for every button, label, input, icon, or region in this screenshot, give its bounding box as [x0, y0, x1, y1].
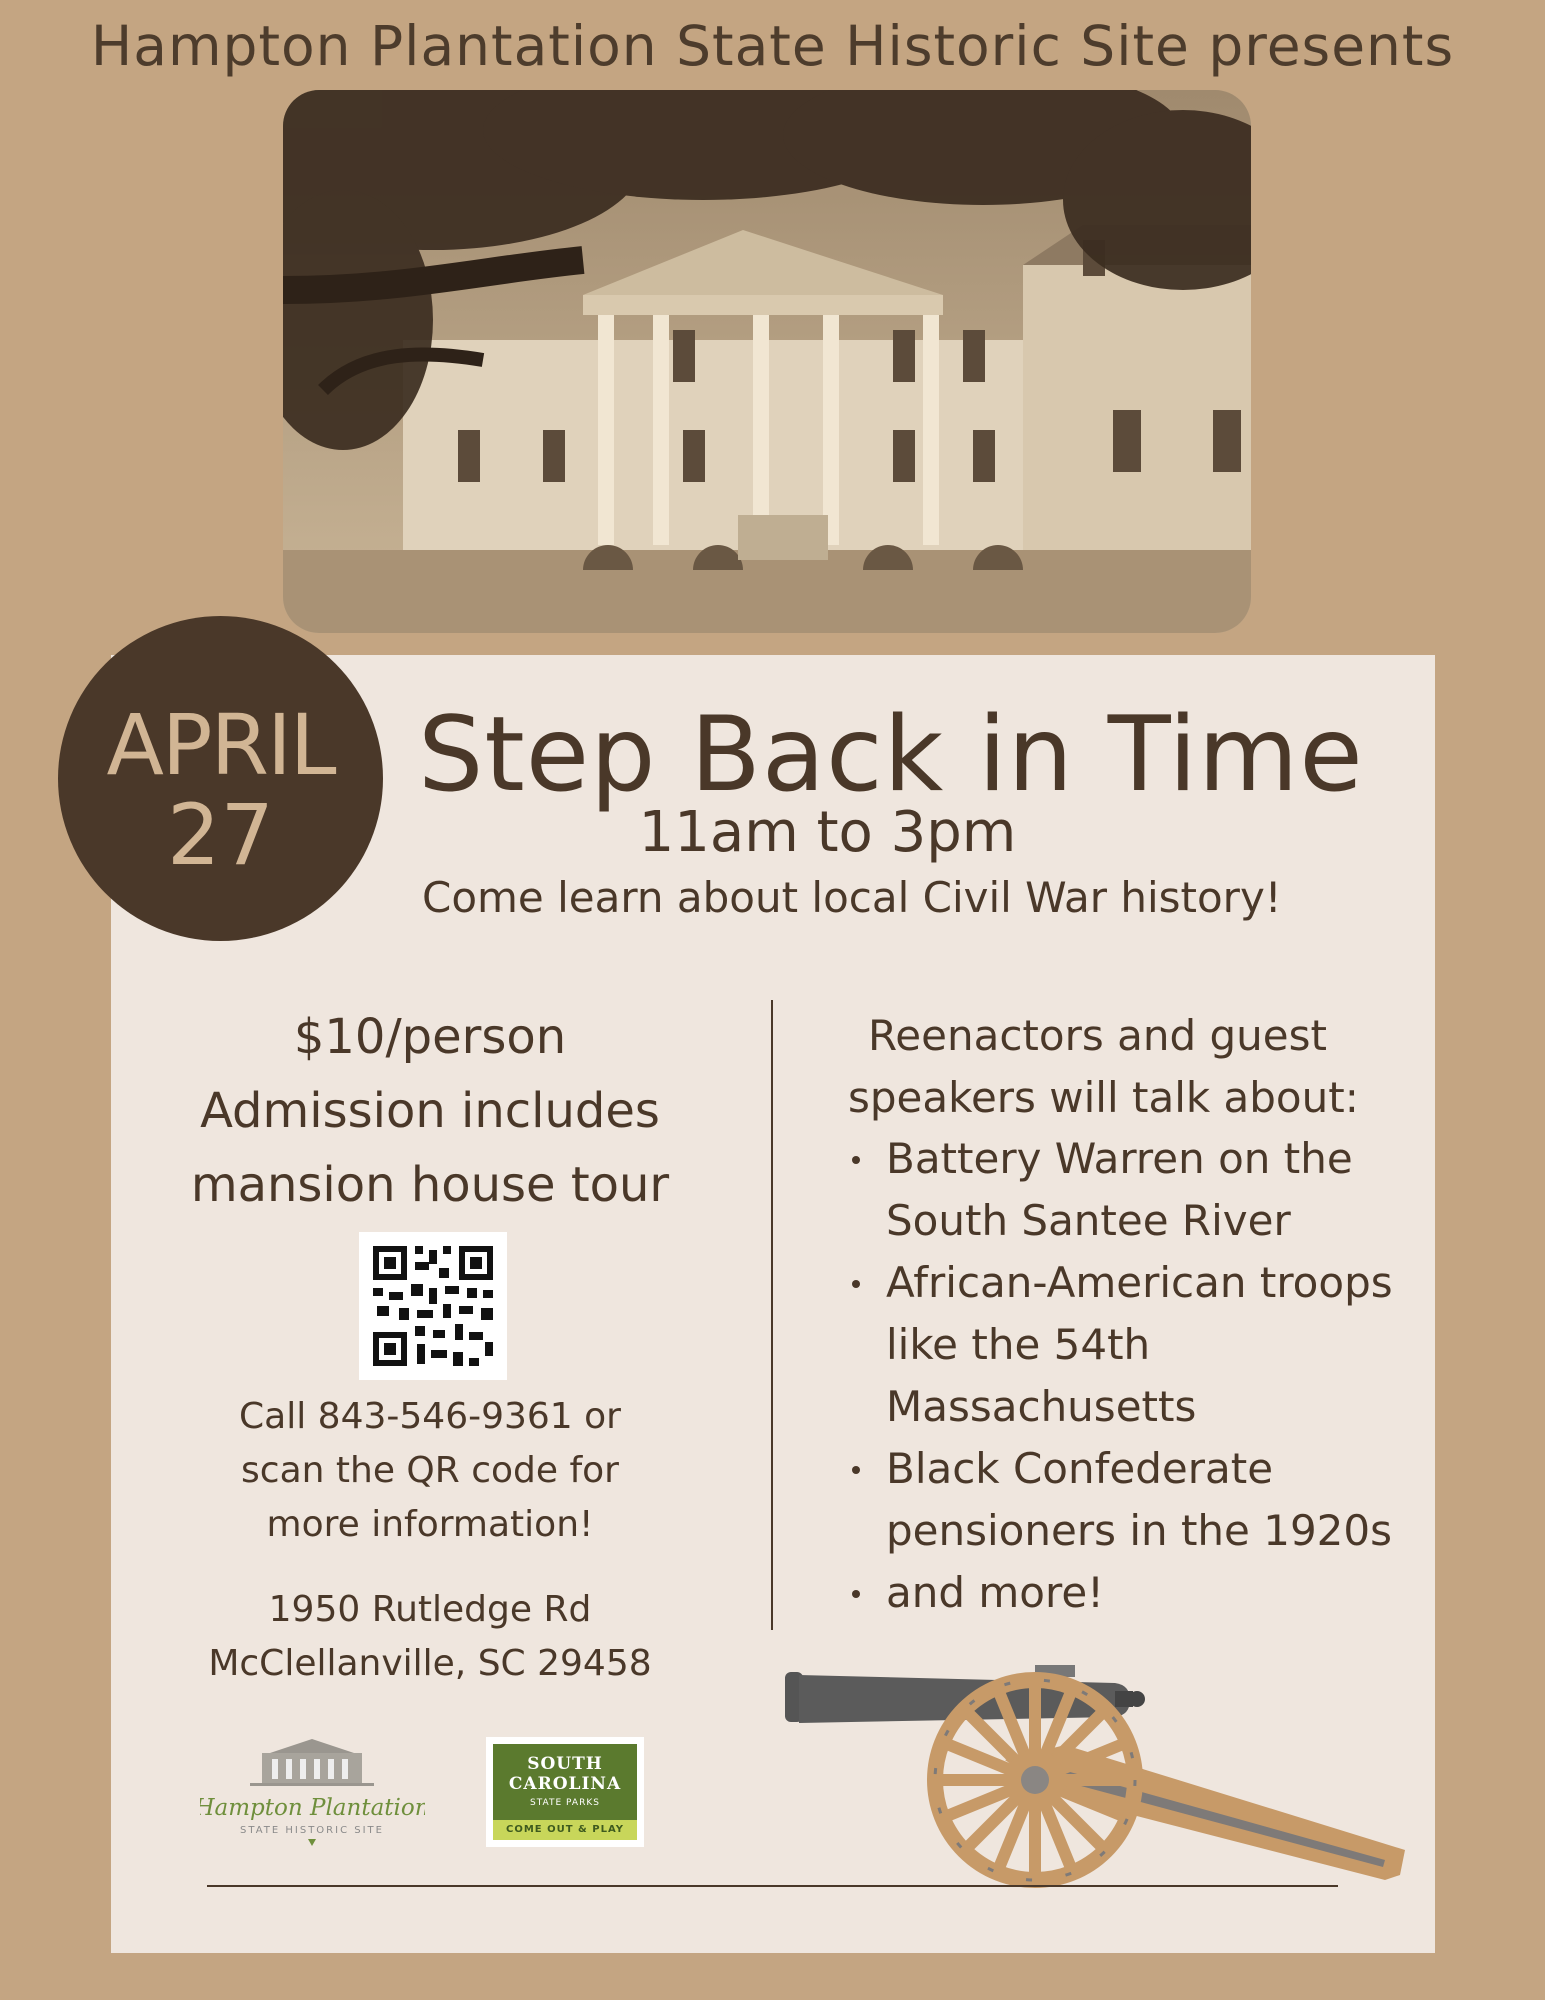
hampton-plantation-logo [200, 1733, 425, 1848]
address [140, 1583, 720, 1691]
admission-info [140, 1000, 720, 1222]
list-item: Black Confederate pensioners in the 1920s [848, 1438, 1446, 1562]
address-city: McClellanville, SC 29458 [208, 1643, 652, 1684]
date-month: APRIL [106, 696, 335, 794]
sc-logo-line: SOUTH [527, 1754, 603, 1774]
footer-rule [207, 1885, 1338, 1887]
cannon-illustration [785, 1655, 1415, 1890]
event-subtitle: Come learn about local Civil War history! [422, 873, 1282, 922]
topics-intro-line: Reenactors and guest [868, 1011, 1327, 1060]
date-day: 27 [167, 786, 274, 884]
sc-logo-line: STATE PARKS [530, 1798, 600, 1808]
sc-logo-tagline: COME OUT & PLAY [493, 1820, 637, 1840]
sc-logo-line: CAROLINA [508, 1774, 622, 1794]
mansion-photo [283, 90, 1251, 633]
contact-line: more information! [266, 1504, 594, 1545]
page-title: Hampton Plantation State Historic Site presents [90, 14, 1455, 78]
svg-text:Hampton Plantation: Hampton Plantation [200, 1795, 425, 1821]
event-time: 11am to 3pm [638, 800, 1017, 865]
admission-line: mansion house tour [190, 1157, 670, 1213]
contact-line: Call 843-546-9361 or [239, 1396, 621, 1437]
contact-info [140, 1390, 720, 1552]
address-street: 1950 Rutledge Rd [268, 1589, 592, 1630]
contact-line: scan the QR code for [241, 1450, 619, 1491]
topics-intro [848, 1005, 1359, 1129]
price: $10/person [293, 1009, 567, 1065]
list-item: African-American troops like the 54th Massachusetts [848, 1252, 1446, 1438]
list-item: Battery Warren on the South Santee River [848, 1128, 1446, 1252]
topics-intro-line: speakers will talk about: [848, 1073, 1359, 1122]
event-title: Step Back in Time [418, 695, 1364, 815]
qr-code[interactable] [359, 1232, 507, 1380]
date-badge [58, 616, 383, 941]
sc-state-parks-logo [486, 1737, 644, 1847]
list-item: and more! [848, 1562, 1446, 1624]
topics-list [848, 1128, 1446, 1624]
column-divider [771, 1000, 773, 1630]
admission-line: Admission includes [200, 1083, 660, 1139]
svg-text:STATE HISTORIC SITE: STATE HISTORIC SITE [240, 1825, 384, 1836]
